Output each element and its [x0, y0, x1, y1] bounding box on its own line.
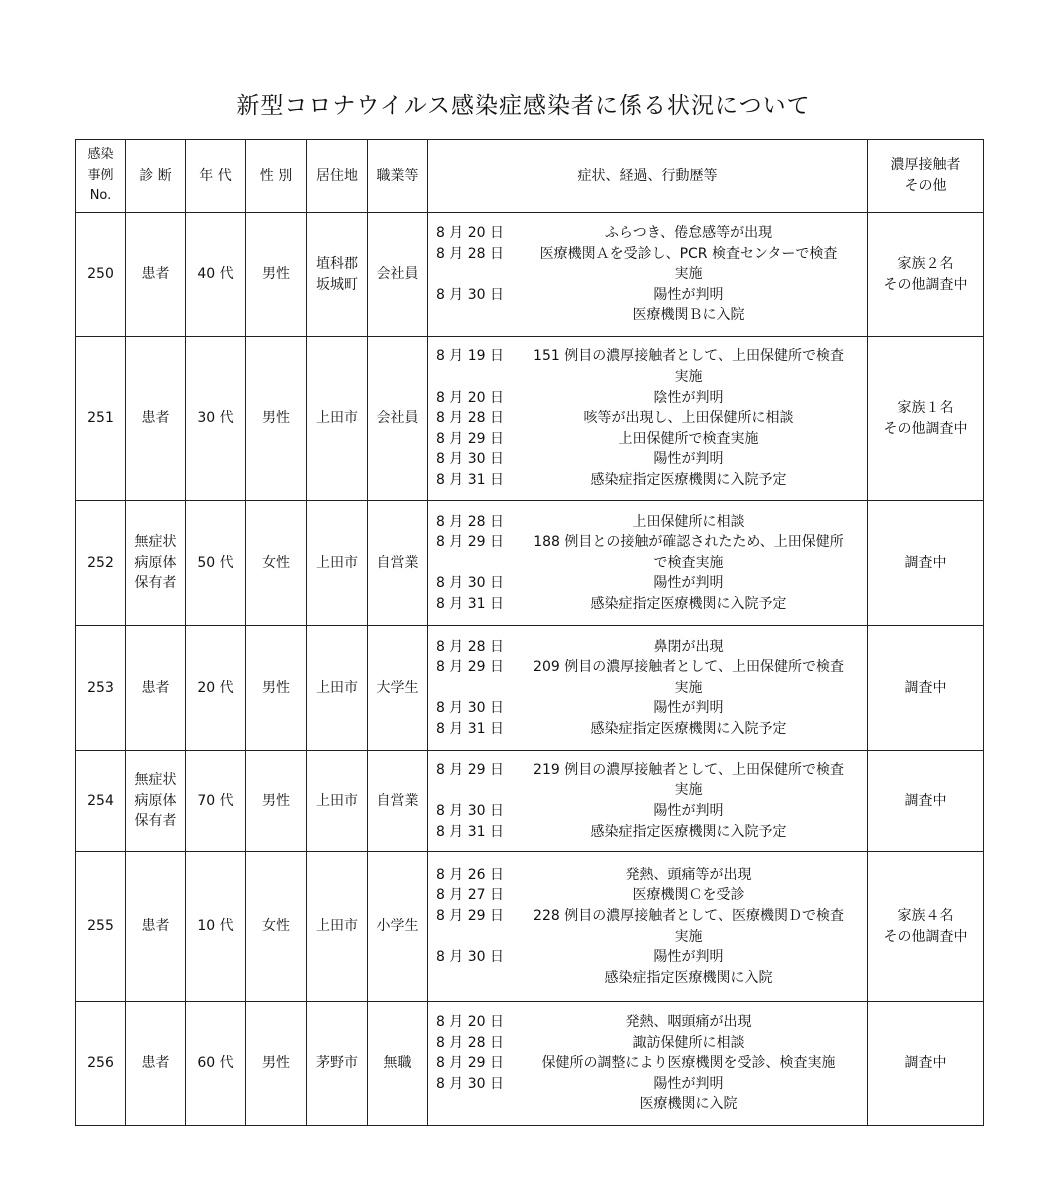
history-text: 保健所の調整により医療機関を受診、検査実施: [541, 1055, 836, 1072]
history-date: [428, 927, 510, 948]
history-text: 188 例目との接触が確認されたため、上田保健所: [533, 534, 844, 551]
diagnosis-cell: 患者: [126, 1002, 186, 1126]
history-date: [428, 780, 510, 801]
contacts-cell: 家族１名 その他調査中: [868, 337, 984, 501]
occupation-cell: 会社員: [368, 337, 428, 501]
history-text: 感染症指定医療機関に入院: [604, 969, 773, 986]
history-line: [428, 865, 867, 886]
diagnosis-cell: 患者: [126, 852, 186, 1002]
header-history: 症状、経過、行動歴等: [428, 140, 868, 213]
case-table: [75, 139, 984, 1126]
history-text: 209 例目の濃厚接触者として、上田保健所で検査: [533, 659, 844, 676]
history-date: 8 月 28 日: [435, 1034, 505, 1051]
history-line: [428, 1012, 867, 1033]
history-line: [428, 244, 867, 265]
history-date: 8 月 28 日: [435, 410, 505, 427]
history-line: [428, 553, 867, 574]
history-text: 感染症指定医療機関に入院予定: [590, 471, 787, 488]
history-date: [428, 367, 510, 388]
occupation-cell: 小学生: [368, 852, 428, 1002]
residence-cell: 上田市: [307, 852, 368, 1002]
history-line: [428, 1094, 867, 1115]
history-date: [428, 968, 510, 989]
history-text: 感染症指定医療機関に入院予定: [590, 823, 787, 840]
sex-cell: 男性: [246, 213, 307, 337]
age-cell: 40 代: [186, 213, 246, 337]
occupation-cell: 無職: [368, 1002, 428, 1126]
history-text: 感染症指定医療機関に入院予定: [590, 595, 787, 612]
history-cell: [428, 213, 868, 337]
history-line: [428, 512, 867, 533]
history-text: 実施: [674, 928, 703, 945]
history-text: 医療機関Ｃを受診: [632, 887, 745, 904]
age-cell: 50 代: [186, 501, 246, 626]
history-text: 実施: [674, 782, 703, 799]
diagnosis-cell: 無症状 病原体 保有者: [126, 501, 186, 626]
age-cell: 30 代: [186, 337, 246, 501]
occupation-cell: 会社員: [368, 213, 428, 337]
history-cell: [428, 852, 868, 1002]
history-date: 8 月 20 日: [435, 389, 505, 406]
history-text: 医療機関Ａを受診し、PCR 検査センターで検査: [539, 245, 838, 262]
history-date: 8 月 30 日: [435, 575, 505, 592]
history-text: 陽性が判明: [653, 1075, 724, 1092]
history-line: [428, 1053, 867, 1074]
history-line: [428, 968, 867, 989]
history-date: 8 月 26 日: [435, 866, 505, 883]
sex-cell: 男性: [246, 1002, 307, 1126]
history-text: 咳等が出現し、上田保健所に相談: [583, 410, 794, 427]
history-date: 8 月 29 日: [435, 761, 505, 778]
history-cell: [428, 337, 868, 501]
history-line: [428, 678, 867, 699]
history-text: 発熱、咽頭痛が出現: [625, 1014, 752, 1031]
history-cell: [428, 1002, 868, 1126]
residence-cell: 上田市: [307, 501, 368, 626]
history-date: 8 月 20 日: [435, 225, 505, 242]
header-sex: 性 別: [246, 140, 307, 213]
history-line: [428, 698, 867, 719]
history-line: [428, 760, 867, 781]
table-row: [76, 852, 984, 1002]
history-text: 医療機関Ｂに入院: [632, 307, 745, 324]
history-date: 8 月 31 日: [435, 595, 505, 612]
residence-cell: 埴科郡 坂城町: [307, 213, 368, 337]
history-text: 陰性が判明: [653, 389, 724, 406]
history-date: 8 月 30 日: [435, 949, 505, 966]
page-title: 新型コロナウイルス感染症感染者に係る状況について: [236, 93, 811, 119]
history-line: [428, 780, 867, 801]
history-text: 陽性が判明: [653, 575, 724, 592]
history-date: [428, 678, 510, 699]
history-text: 諏訪保健所に相談: [632, 1034, 745, 1051]
table-row: [76, 626, 984, 751]
history-text: ふらつき、倦怠感等が出現: [604, 225, 773, 242]
history-line: [428, 449, 867, 470]
case-number-cell: 252: [76, 501, 126, 626]
history-date: 8 月 31 日: [435, 720, 505, 737]
case-number-cell: 250: [76, 213, 126, 337]
header-residence: 居住地: [307, 140, 368, 213]
case-number-cell: 255: [76, 852, 126, 1002]
history-text: 医療機関に入院: [639, 1096, 738, 1113]
table-row: [76, 751, 984, 852]
history-text: 上田保健所で検査実施: [618, 430, 759, 447]
sex-cell: 男性: [246, 626, 307, 751]
case-rows: [76, 213, 984, 1126]
history-text: 151 例目の濃厚接触者として、上田保健所で検査: [533, 348, 844, 365]
history-line: [428, 947, 867, 968]
occupation-cell: 大学生: [368, 626, 428, 751]
history-text: 鼻閉が出現: [653, 638, 724, 655]
history-date: 8 月 30 日: [435, 451, 505, 468]
contacts-cell: 調査中: [868, 501, 984, 626]
history-line: [428, 594, 867, 615]
history-cell: [428, 751, 868, 852]
contacts-cell: 調査中: [868, 1002, 984, 1126]
age-cell: 70 代: [186, 751, 246, 852]
history-date: 8 月 29 日: [435, 659, 505, 676]
contacts-cell: 調査中: [868, 626, 984, 751]
residence-cell: 上田市: [307, 626, 368, 751]
history-date: 8 月 29 日: [435, 907, 505, 924]
history-date: 8 月 28 日: [435, 513, 505, 530]
diagnosis-cell: 患者: [126, 213, 186, 337]
history-date: 8 月 20 日: [435, 1014, 505, 1031]
header-occupation: 職業等: [368, 140, 428, 213]
history-text: 実施: [674, 369, 703, 386]
history-text: 219 例目の濃厚接触者として、上田保健所で検査: [533, 761, 844, 778]
history-date: 8 月 29 日: [435, 430, 505, 447]
table-row: [76, 501, 984, 626]
history-text: 実施: [674, 266, 703, 283]
case-number-cell: 251: [76, 337, 126, 501]
header-case-no: 感染 事例 No.: [76, 140, 126, 213]
history-date: [428, 553, 510, 574]
age-cell: 20 代: [186, 626, 246, 751]
history-line: [428, 264, 867, 285]
history-cell: [428, 501, 868, 626]
history-line: [428, 470, 867, 491]
table-header-row: [76, 140, 984, 213]
history-date: [428, 1094, 510, 1115]
contacts-cell: 家族２名 その他調査中: [868, 213, 984, 337]
header-contacts: 濃厚接触者 その他: [868, 140, 984, 213]
residence-cell: 茅野市: [307, 1002, 368, 1126]
occupation-cell: 自営業: [368, 501, 428, 626]
diagnosis-cell: 患者: [126, 337, 186, 501]
table-row: [76, 337, 984, 501]
history-line: [428, 305, 867, 326]
history-text: 実施: [674, 679, 703, 696]
history-line: [428, 532, 867, 553]
history-text: 陽性が判明: [653, 451, 724, 468]
history-line: [428, 346, 867, 367]
history-text: 228 例目の濃厚接触者として、医療機関Ｄで検査: [533, 907, 844, 924]
history-line: [428, 408, 867, 429]
residence-cell: 上田市: [307, 337, 368, 501]
history-text: 陽性が判明: [653, 700, 724, 717]
sex-cell: 女性: [246, 852, 307, 1002]
table-row: [76, 213, 984, 337]
history-line: [428, 927, 867, 948]
case-number-cell: 253: [76, 626, 126, 751]
history-date: 8 月 29 日: [435, 1055, 505, 1072]
occupation-cell: 自営業: [368, 751, 428, 852]
history-text: 上田保健所に相談: [632, 513, 745, 530]
history-date: 8 月 29 日: [435, 534, 505, 551]
history-line: [428, 906, 867, 927]
contacts-cell: 調査中: [868, 751, 984, 852]
history-line: [428, 801, 867, 822]
history-line: [428, 885, 867, 906]
history-line: [428, 822, 867, 843]
diagnosis-cell: 患者: [126, 626, 186, 751]
history-line: [428, 1074, 867, 1095]
history-line: [428, 573, 867, 594]
history-line: [428, 367, 867, 388]
history-text: 発熱、頭痛等が出現: [625, 866, 752, 883]
history-text: で検査実施: [653, 554, 724, 571]
sex-cell: 男性: [246, 751, 307, 852]
history-date: 8 月 28 日: [435, 638, 505, 655]
history-date: [428, 264, 510, 285]
history-text: 陽性が判明: [653, 949, 724, 966]
history-text: 陽性が判明: [653, 286, 724, 303]
history-line: [428, 223, 867, 244]
sex-cell: 女性: [246, 501, 307, 626]
history-date: 8 月 31 日: [435, 471, 505, 488]
diagnosis-cell: 無症状 病原体 保有者: [126, 751, 186, 852]
history-line: [428, 657, 867, 678]
table-row: [76, 1002, 984, 1126]
header-age: 年 代: [186, 140, 246, 213]
history-date: [428, 305, 510, 326]
history-line: [428, 1033, 867, 1054]
case-number-cell: 256: [76, 1002, 126, 1126]
age-cell: 10 代: [186, 852, 246, 1002]
history-text: 感染症指定医療機関に入院予定: [590, 720, 787, 737]
history-date: 8 月 31 日: [435, 823, 505, 840]
contacts-cell: 家族４名 その他調査中: [868, 852, 984, 1002]
residence-cell: 上田市: [307, 751, 368, 852]
case-number-cell: 254: [76, 751, 126, 852]
history-date: 8 月 30 日: [435, 700, 505, 717]
history-date: 8 月 30 日: [435, 286, 505, 303]
history-line: [428, 637, 867, 658]
header-diagnosis: 診 断: [126, 140, 186, 213]
history-cell: [428, 626, 868, 751]
sex-cell: 男性: [246, 337, 307, 501]
age-cell: 60 代: [186, 1002, 246, 1126]
history-text: 陽性が判明: [653, 803, 724, 819]
history-date: 8 月 28 日: [435, 245, 505, 262]
history-line: [428, 285, 867, 306]
history-line: [428, 719, 867, 740]
history-line: [428, 388, 867, 409]
history-date: 8 月 27 日: [435, 887, 505, 904]
history-line: [428, 429, 867, 450]
history-date: 8 月 19 日: [435, 348, 505, 365]
history-date: 8 月 30 日: [435, 803, 505, 819]
history-date: 8 月 30 日: [435, 1075, 505, 1092]
